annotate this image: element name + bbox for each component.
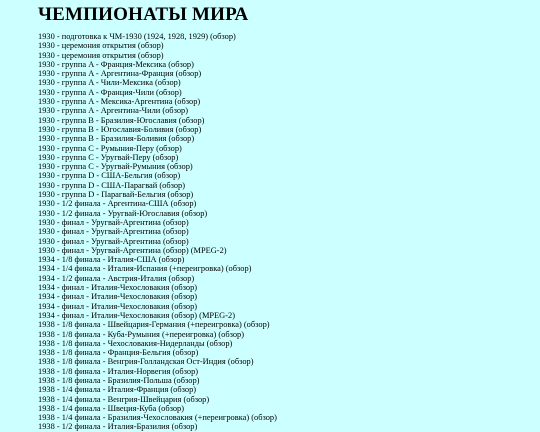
list-item bbox=[38, 153, 277, 162]
match-review-link[interactable]: 1930 - 1/2 финала - Уругвай-Югославия (обзор) bbox=[38, 208, 208, 218]
list-item bbox=[38, 125, 277, 134]
match-review-link[interactable]: 1938 - 1/4 финала - Италия-Франция (обзор) bbox=[38, 385, 197, 395]
match-review-link[interactable]: 1938 - 1/2 финала - Италия-Бразилия (обзор) bbox=[38, 422, 198, 432]
match-review-link[interactable]: 1934 - финал - Италия-Чехословакия (обзор) (MPEG-2) bbox=[38, 310, 236, 320]
list-item bbox=[38, 32, 277, 41]
match-review-link[interactable]: 1934 - 1/2 финала - Австрия-Италия (обзор) bbox=[38, 273, 195, 283]
list-item bbox=[38, 339, 277, 348]
match-list bbox=[38, 32, 277, 432]
match-review-link[interactable]: 1938 - 1/8 финала - Чехословакия-Нидерланды (обзор) bbox=[38, 338, 233, 348]
match-review-link[interactable]: 1938 - 1/8 финала - Бразилия-Польша (обзор) bbox=[38, 375, 200, 385]
list-item bbox=[38, 264, 277, 273]
list-item bbox=[38, 69, 277, 78]
match-review-link[interactable]: 1938 - 1/8 финала - Швейцария-Германия (+переигровка) (обзор) bbox=[38, 320, 270, 330]
list-item bbox=[38, 181, 277, 190]
list-item bbox=[38, 302, 277, 311]
match-review-link[interactable]: 1930 - группа A - Аргентина-Франция (обзор) bbox=[38, 69, 202, 79]
list-item bbox=[38, 218, 277, 227]
match-review-link[interactable]: 1930 - финал - Уругвай-Аргентина (обзор) bbox=[38, 227, 189, 237]
list-item bbox=[38, 171, 277, 180]
list-item bbox=[38, 330, 277, 339]
list-item bbox=[38, 283, 277, 292]
list-item bbox=[38, 97, 277, 106]
list-item bbox=[38, 413, 277, 422]
list-item bbox=[38, 78, 277, 87]
list-item bbox=[38, 51, 277, 60]
match-review-link[interactable]: 1930 - группа D - Парагвай-Бельгия (обзор) bbox=[38, 190, 194, 200]
list-item bbox=[38, 209, 277, 218]
list-item bbox=[38, 88, 277, 97]
match-review-link[interactable]: 1930 - группа A - Франция-Мексика (обзор) bbox=[38, 59, 194, 69]
match-review-link[interactable]: 1938 - 1/4 финала - Швеция-Куба (обзор) bbox=[38, 403, 185, 413]
list-item bbox=[38, 60, 277, 69]
list-item bbox=[38, 190, 277, 199]
match-review-link[interactable]: 1930 - финал - Уругвай-Аргентина (обзор) (MPEG-2) bbox=[38, 245, 227, 255]
match-review-link[interactable]: 1930 - группа B - Югославия-Боливия (обзор) bbox=[38, 124, 202, 134]
match-review-link[interactable]: 1938 - 1/8 финала - Венгрия-Голландская Ост-Индия (обзор) bbox=[38, 357, 254, 367]
page-title: ЧЕМПИОНАТЫ МИРА bbox=[38, 4, 249, 25]
match-review-link[interactable]: 1930 - группа C - Уругвай-Румыния (обзор) bbox=[38, 162, 193, 172]
match-review-link[interactable]: 1930 - группа A - Чили-Мексика (обзор) bbox=[38, 78, 181, 88]
list-item bbox=[38, 227, 277, 236]
match-review-link[interactable]: 1930 - церемония открытия (обзор) bbox=[38, 41, 164, 51]
match-review-link[interactable]: 1930 - группа B - Бразилия-Боливия (обзор) bbox=[38, 134, 195, 144]
list-item bbox=[38, 404, 277, 413]
match-review-link[interactable]: 1930 - церемония открытия (обзор) bbox=[38, 50, 164, 60]
match-review-link[interactable]: 1930 - 1/2 финала - Аргентина-США (обзор) bbox=[38, 199, 197, 209]
match-review-link[interactable]: 1930 - группа C - Румыния-Перу (обзор) bbox=[38, 143, 182, 153]
list-item bbox=[38, 292, 277, 301]
match-review-link[interactable]: 1934 - 1/8 финала - Италия-США (обзор) bbox=[38, 255, 185, 265]
match-review-link[interactable]: 1930 - группа A - Аргентина-Чили (обзор) bbox=[38, 106, 188, 116]
match-review-link[interactable]: 1934 - финал - Италия-Чехословакия (обзор) bbox=[38, 301, 198, 311]
list-item bbox=[38, 162, 277, 171]
list-item bbox=[38, 385, 277, 394]
match-review-link[interactable]: 1938 - 1/4 финала - Бразилия-Чехословакия (+переигровка) (обзор) bbox=[38, 413, 277, 423]
list-item bbox=[38, 106, 277, 115]
list-item bbox=[38, 348, 277, 357]
list-item bbox=[38, 116, 277, 125]
match-review-link[interactable]: 1930 - финал - Уругвай-Аргентина (обзор) bbox=[38, 217, 189, 227]
match-review-link[interactable]: 1938 - 1/8 финала - Куба-Румыния (+переигровка) (обзор) bbox=[38, 329, 245, 339]
list-item bbox=[38, 246, 277, 255]
match-review-link[interactable]: 1934 - финал - Италия-Чехословакия (обзор) bbox=[38, 283, 198, 293]
list-item bbox=[38, 199, 277, 208]
list-item bbox=[38, 395, 277, 404]
match-review-link[interactable]: 1930 - подготовка к ЧМ-1930 (1924, 1928, 1929) (обзор) bbox=[38, 32, 236, 41]
list-item bbox=[38, 134, 277, 143]
list-item bbox=[38, 255, 277, 264]
match-review-link[interactable]: 1934 - 1/4 финала - Италия-Испания (+переигровка) (обзор) bbox=[38, 264, 252, 274]
match-review-link[interactable]: 1930 - группа D - США-Бельгия (обзор) bbox=[38, 171, 181, 181]
list-item bbox=[38, 41, 277, 50]
match-review-link[interactable]: 1938 - 1/8 финала - Франция-Бельгия (обзор) bbox=[38, 348, 199, 358]
list-item bbox=[38, 311, 277, 320]
list-item bbox=[38, 376, 277, 385]
list-item bbox=[38, 367, 277, 376]
match-review-link[interactable]: 1938 - 1/4 финала - Венгрия-Швейцария (обзор) bbox=[38, 394, 210, 404]
list-item bbox=[38, 237, 277, 246]
match-review-link[interactable]: 1930 - группа B - Бразилия-Югославия (обзор) bbox=[38, 115, 205, 125]
match-review-link[interactable]: 1930 - группа C - Уругвай-Перу (обзор) bbox=[38, 152, 179, 162]
match-review-link[interactable]: 1930 - группа A - Мексика-Аргентина (обзор) bbox=[38, 97, 201, 107]
list-item bbox=[38, 144, 277, 153]
match-review-link[interactable]: 1934 - финал - Италия-Чехословакия (обзор) bbox=[38, 292, 198, 302]
match-review-link[interactable]: 1930 - финал - Уругвай-Аргентина (обзор) bbox=[38, 236, 189, 246]
match-review-link[interactable]: 1938 - 1/8 финала - Италия-Норвегия (обзор) bbox=[38, 366, 199, 376]
list-item bbox=[38, 422, 277, 431]
match-review-link[interactable]: 1930 - группа A - Франция-Чили (обзор) bbox=[38, 87, 182, 97]
list-item bbox=[38, 357, 277, 366]
list-item bbox=[38, 320, 277, 329]
match-review-link[interactable]: 1930 - группа D - США-Парагвай (обзор) bbox=[38, 180, 185, 190]
list-item bbox=[38, 274, 277, 283]
